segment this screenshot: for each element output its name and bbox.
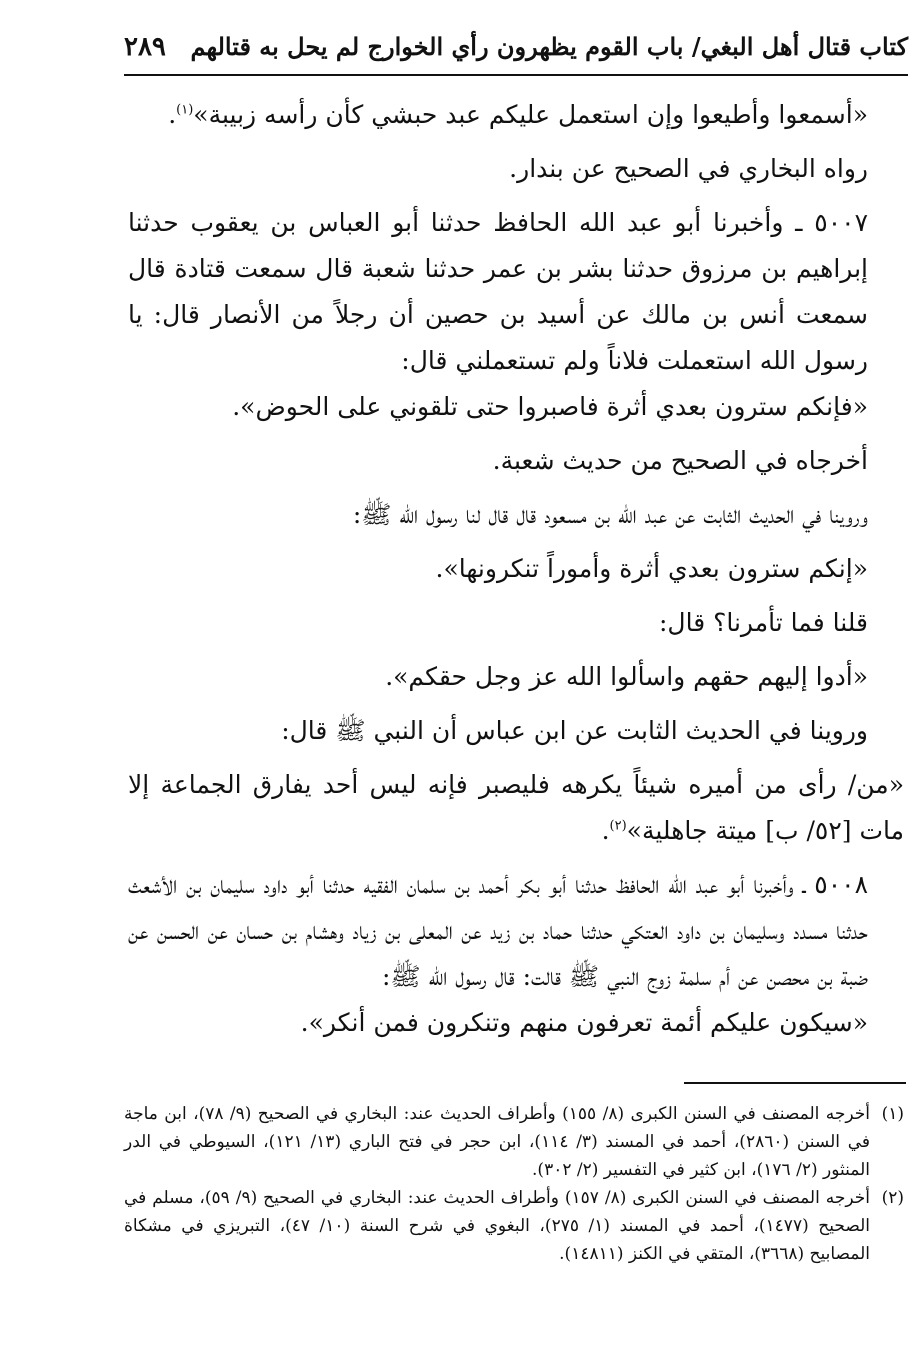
- footnote-number: (١): [881, 1104, 904, 1124]
- hadith-quote-6: «سيكون عليكم أئمة تعرفون منهم وتنكرون فمن أنكر».: [300, 1008, 868, 1037]
- hadith-quote-2: «فإنكم سترون بعدي أثرة فاصبروا حتى تلقوني على الحوض».: [232, 392, 868, 421]
- main-text: [128, 92, 904, 1054]
- narration-note-5: وروينا في الحديث الثابت عن ابن عباس أن النبي ﷺ قال:: [281, 716, 868, 745]
- footnote-1: [124, 1100, 904, 1184]
- hadith-5008: ٥٠٠٨ ـ وأخبرنا أبو عبد الله الحافظ حدثنا أبو بكر أحمد بن سلمان الفقيه حدثنا أبو داود سليمان بن الأشعث حدثنا مسدد وسليمان بن داود العتكي حدثنا حماد بن زيد عن المعلى بن زياد وهشام بن حسان عن الحسن عن ضبة بن محصن عن أم سلمة زوج النبي ﷺ قالت: قال رسول الله ﷺ:: [128, 870, 868, 991]
- hadith-5007: ٥٠٠٧ ـ وأخبرنا أبو عبد الله الحافظ حدثنا أبو العباس بن يعقوب حدثنا إبراهيم بن مرزوق حدثنا بشر بن عمر حدثنا شعبة قال سمعت قتادة قال سمعت أنس بن مالك عن أسيد بن حصين أن رجلاً من الأنصار قال: يا رسول الله استعملت فلاناً ولم تستعملني قال:: [128, 208, 868, 375]
- hadith-quote-4: «أدوا إليهم حقهم واسألوا الله عز وجل حقكم».: [385, 662, 868, 691]
- narration-note-2: أخرجاه في الصحيح من حديث شعبة.: [492, 446, 868, 475]
- hadith-quote-3: «إنكم سترون بعدي أثرة وأموراً تنكرونها».: [435, 554, 868, 583]
- hadith-quote-1: [128, 92, 904, 138]
- page-header: [124, 24, 908, 76]
- quote-text: «أسمعوا وأطيعوا وإن استعمل عليكم عبد حبشي كأن رأسه زبيبة»: [193, 100, 868, 129]
- narration-note-1: رواه البخاري في الصحيح عن بندار.: [509, 154, 868, 183]
- footnote-text: أخرجه المصنف في السنن الكبرى (٨/ ١٥٥) وأطراف الحديث عند: البخاري في الصحيح (٩/ ٧٨)، ابن ماجة في السنن (٢٨٦٠)، أحمد في المسند (٣/ ١١٤)، ابن حجر في فتح الباري (١٣/ ١٢١)، السيوطي في الدر المنثور (٢/ ١٧٦)، ابن كثير في التفسير (٢/ ٣٠٢).: [124, 1104, 871, 1180]
- quote-text: «من/ رأى من أميره شيئاً يكرهه فليصبر فإنه ليس أحد يفارق الجماعة إلا مات [٥٢/ ب] ميتة جاهلية»: [128, 770, 904, 845]
- narration-note-4: قلنا فما تأمرنا؟ قال:: [658, 608, 868, 637]
- hadith-quote-5: [128, 762, 904, 854]
- footnote-ref-2: (٢): [609, 818, 627, 834]
- footnote-number: (٢): [881, 1188, 904, 1208]
- page-number: ٢٨٩: [124, 32, 166, 62]
- punctuation: .: [601, 816, 610, 845]
- narration-note-3: وروينا في الحديث الثابت عن عبد الله بن مسعود قال قال لنا رسول الله ﷺ:: [352, 500, 868, 529]
- punctuation: .: [168, 100, 177, 129]
- footnote-ref-1: (١): [176, 102, 194, 118]
- running-title: كتاب قتال أهل البغي/ باب القوم يظهرون رأي الخوارج لم يحل به قتالهم: [190, 32, 908, 61]
- footnote-text: أخرجه المصنف في السنن الكبرى (٨/ ١٥٧) وأطراف الحديث عند: البخاري في الصحيح (٩/ ٥٩)، مسلم في الصحيح (١٤٧٧)، أحمد في المسند (١/ ٢٧٥)، البغوي في شرح السنة (١٠/ ٤٧)، التبريزي في مشكاة المصابيح (٣٦٦٨)، المتقي في الكنز (١٤٨١١).: [124, 1188, 870, 1264]
- footnotes: [124, 1100, 904, 1268]
- footnote-divider: [684, 1082, 906, 1084]
- footnote-2: [124, 1184, 904, 1268]
